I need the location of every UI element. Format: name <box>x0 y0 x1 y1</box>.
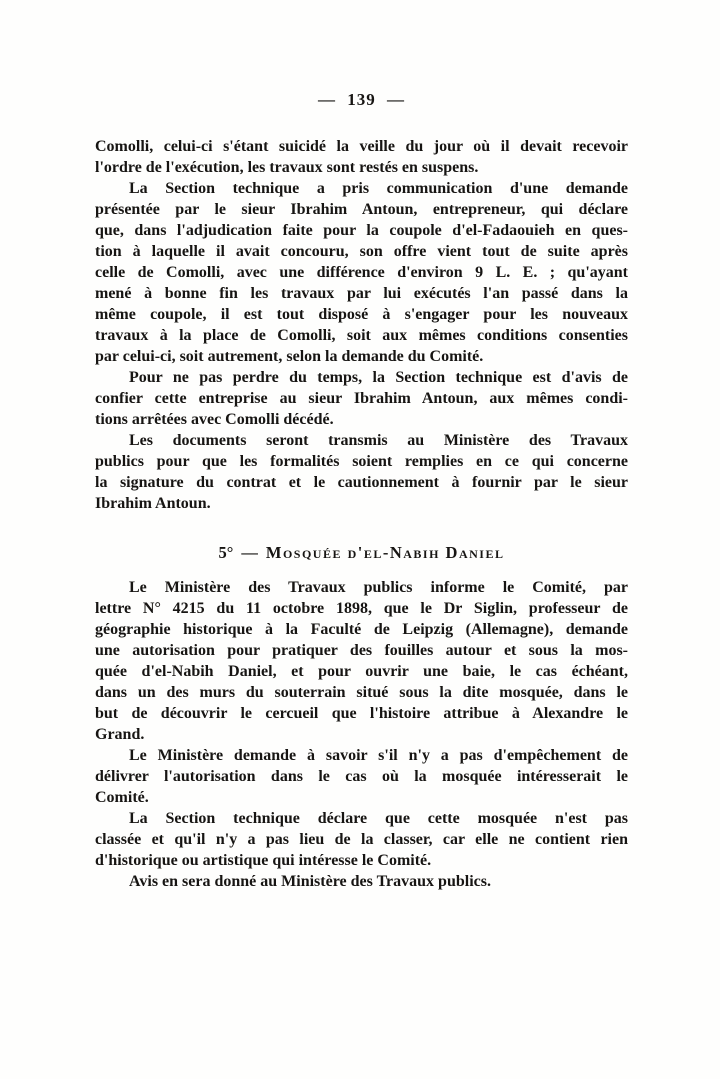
paragraph <box>95 178 628 367</box>
section-heading-number: 5° <box>218 543 234 562</box>
text-line: tions arrêtées avec Comolli décédé. <box>95 411 334 428</box>
text-line: publics pour que les formalités soient remplies en ce qui concerne <box>95 453 628 470</box>
text-line: La Section technique a pris communication d'une demande <box>129 180 628 197</box>
text-line: La Section technique déclare que cette mosquée n'est pas <box>129 810 628 827</box>
text-line: par celui-ci, soit autrement, selon la demande du Comité. <box>95 348 484 365</box>
text-line: l'ordre de l'exécution, les travaux sont restés en suspens. <box>95 159 479 176</box>
text-line: Avis en sera donné au Ministère des Travaux publics. <box>129 873 491 890</box>
text-line: classée et qu'il n'y a pas lieu de la classer, car elle ne contient rien <box>95 831 628 848</box>
text-line: Le Ministère des Travaux publics informe le Comité, par <box>129 579 628 596</box>
text-line: présentée par le sieur Ibrahim Antoun, entrepreneur, qui déclare <box>95 201 628 218</box>
text-line: que, dans l'adjudication faite pour la coupole d'el-Fadaouieh en ques- <box>95 222 628 239</box>
text-line: Le Ministère demande à savoir s'il n'y a pas d'empêchement de <box>129 747 628 764</box>
text-line: confier cette entreprise au sieur Ibrahim Antoun, aux mêmes condi- <box>95 390 628 407</box>
text-line: mené à bonne fin les travaux par lui exécutés l'an passé dans la <box>95 285 628 302</box>
paragraph <box>95 808 628 871</box>
paragraph <box>95 136 628 178</box>
document-body <box>95 136 628 892</box>
paragraph <box>95 577 628 745</box>
text-line: délivrer l'autorisation dans le cas où la mosquée intéresserait le <box>95 768 628 785</box>
text-line: quée d'el-Nabih Daniel, et pour ouvrir une baie, le cas échéant, <box>95 663 628 680</box>
text-line: Comolli, celui-ci s'étant suicidé la veille du jour où il devait recevoir <box>95 138 628 155</box>
text-line: Grand. <box>95 726 145 743</box>
section-heading-title: Mosquée d'el-Nabih Daniel <box>265 543 505 562</box>
text-line: celle de Comolli, avec une différence d'environ 9 L. E. ; qu'ayant <box>95 264 628 281</box>
paragraph <box>95 745 628 808</box>
paragraph <box>95 367 628 430</box>
text-line: la signature du contrat et le cautionnement à fournir par le sieur <box>95 474 628 491</box>
section-heading-separator: — <box>241 543 258 562</box>
text-line: Ibrahim Antoun. <box>95 495 211 512</box>
text-line: travaux à la place de Comolli, soit aux mêmes conditions consenties <box>95 327 628 344</box>
text-line: Pour ne pas perdre du temps, la Section technique est d'avis de <box>129 369 628 386</box>
text-line: but de découvrir le cercueil que l'histoire attribue à Alexandre le <box>95 705 628 722</box>
text-line: une autorisation pour pratiquer des fouilles autour et sous la mos- <box>95 642 628 659</box>
section-heading <box>95 542 628 563</box>
paragraph <box>95 871 628 892</box>
text-line: d'historique ou artistique qui intéresse le Comité. <box>95 852 432 869</box>
page-number-header: — 139 — <box>318 90 405 109</box>
paragraph <box>95 430 628 514</box>
text-line: Les documents seront transmis au Ministère des Travaux <box>129 432 628 449</box>
text-line: lettre N° 4215 du 11 octobre 1898, que le Dr Siglin, professeur de <box>95 600 628 617</box>
text-line: géographie historique à la Faculté de Leipzig (Allemagne), demande <box>95 621 628 638</box>
text-column <box>95 90 628 892</box>
text-line: dans un des murs du souterrain situé sous la dite mosquée, dans le <box>95 684 628 701</box>
text-line: tion à laquelle il avait concouru, son offre vient tout de suite après <box>95 243 628 260</box>
text-line: même coupole, il est tout disposé à s'engager pour les nouveaux <box>95 306 628 323</box>
text-line: Comité. <box>95 789 149 806</box>
